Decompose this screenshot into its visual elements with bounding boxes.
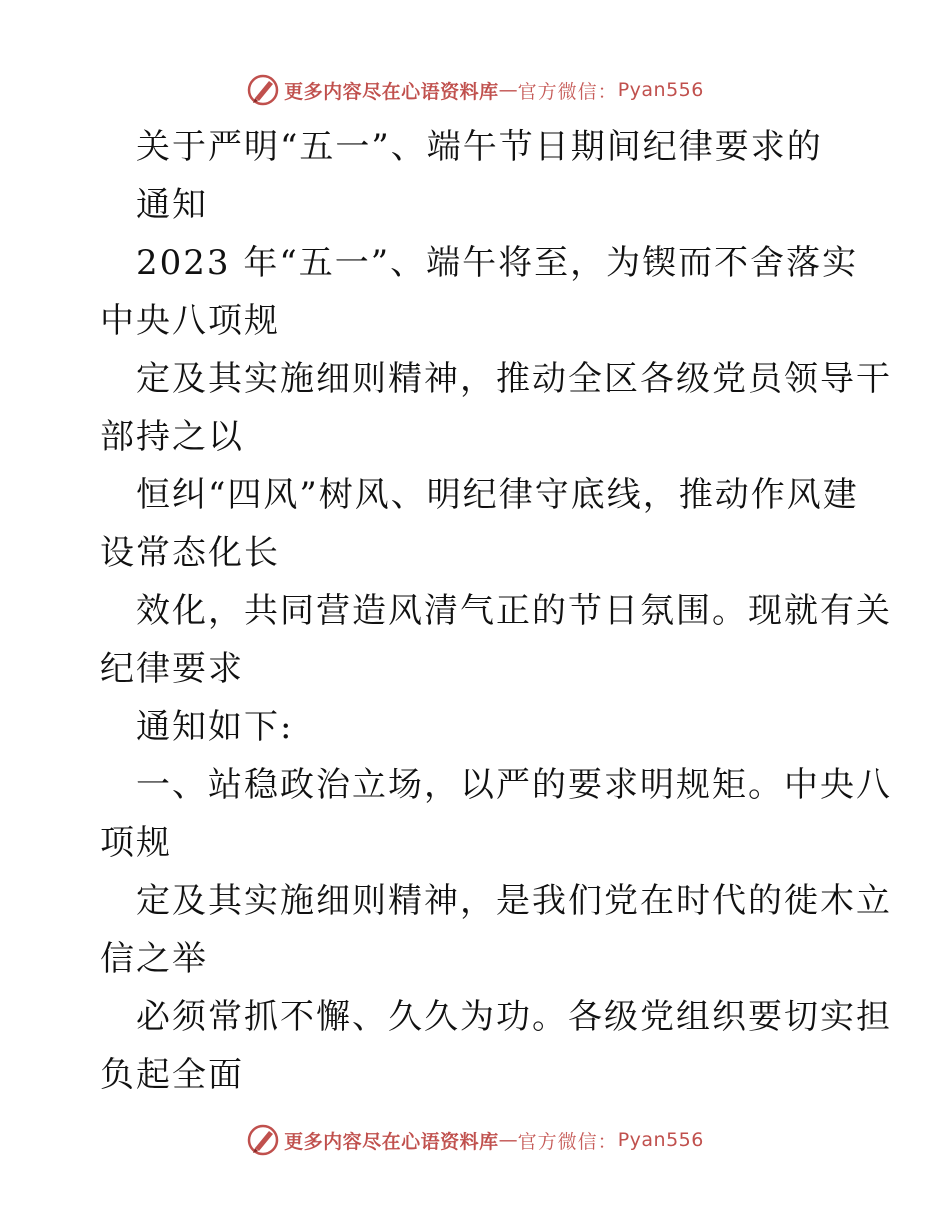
watermark-header	[0, 72, 950, 108]
paragraph-line: 必须常抓不懈、久久为功。各级党组织要切实担	[136, 997, 892, 1037]
paragraph-line: 恒纠“四风”树风、明纪律守底线，推动作风建	[136, 475, 859, 515]
paragraph-line: 定及其实施细则精神，是我们党在时代的徙木立	[136, 881, 892, 921]
paragraph-line: 纪律要求	[100, 649, 244, 689]
paragraph-line: 2023 年“五一”、端午将至，为锲而不舍落实	[136, 243, 859, 283]
pen-logo-icon	[246, 1123, 280, 1157]
paragraph-line: 设常态化长	[100, 533, 280, 573]
paragraph-line: 中央八项规	[100, 301, 280, 341]
paragraph-line: 信之举	[100, 939, 208, 979]
watermark-footer	[0, 1122, 950, 1158]
section-heading-line: 一、站稳政治立场，以严的要求明规矩。中央八	[136, 765, 892, 805]
watermark-wechat-id: Pyan556	[617, 79, 704, 101]
document-title-line-1: 关于严明“五一”、端午节日期间纪律要求的	[136, 127, 823, 167]
watermark-separator: —	[498, 79, 518, 101]
pen-logo-icon	[246, 73, 280, 107]
watermark-wechat-label: 官方微信：	[517, 1130, 618, 1153]
watermark-wechat-label: 官方微信：	[517, 80, 618, 103]
paragraph-line: 通知如下:	[136, 707, 294, 747]
paragraph-line: 项规	[100, 823, 172, 863]
paragraph-line: 负起全面	[100, 1055, 244, 1095]
document-title-line-2: 通知	[136, 185, 208, 225]
paragraph-line: 效化，共同营造风清气正的节日氛围。现就有关	[136, 591, 892, 631]
paragraph-line: 部持之以	[100, 417, 244, 457]
paragraph-line: 定及其实施细则精神，推动全区各级党员领导干	[136, 359, 892, 399]
watermark-separator: —	[498, 1129, 518, 1151]
watermark-wechat-id: Pyan556	[617, 1129, 704, 1151]
watermark-brand: 更多内容尽在心语资料库	[284, 80, 499, 103]
watermark-brand: 更多内容尽在心语资料库	[284, 1130, 499, 1153]
